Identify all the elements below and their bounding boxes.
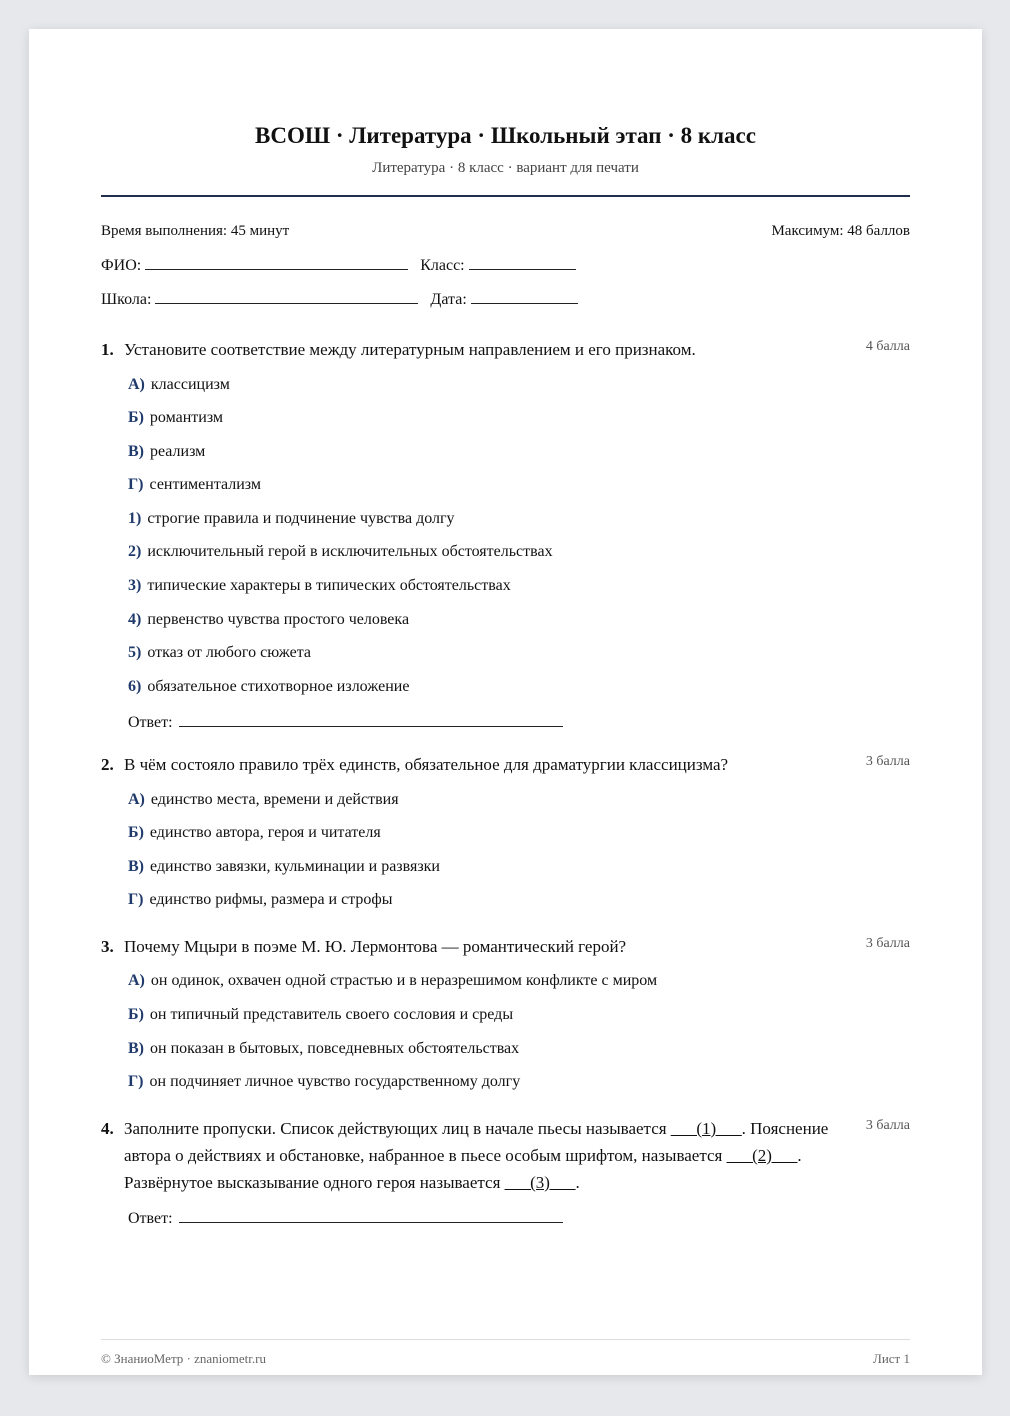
option	[128, 858, 440, 876]
question-points: 3 балла	[865, 1118, 910, 1133]
option-label: Г)	[128, 891, 144, 908]
option	[128, 1073, 520, 1091]
option	[128, 972, 657, 990]
option	[128, 791, 399, 809]
question-4	[101, 1115, 910, 1196]
blank-2: ___(2)___	[726, 1146, 798, 1165]
option-label: 1)	[128, 510, 142, 527]
page-subtitle: Литература · 8 класс · вариант для печати	[372, 160, 639, 176]
option-label: В)	[128, 443, 144, 460]
fio-field[interactable]	[145, 255, 408, 270]
header-divider	[101, 195, 910, 197]
option-text: исключительный герой в исключительных обстоятельствах	[147, 543, 553, 560]
question-header	[101, 751, 910, 778]
question-number: 3.	[101, 937, 114, 956]
option-label: 2)	[128, 543, 142, 560]
option	[128, 1040, 519, 1058]
option-text: сентиментализм	[149, 476, 262, 493]
option	[128, 409, 223, 427]
page-footer	[101, 1351, 910, 1367]
option-text: единство рифмы, размера и строфы	[149, 891, 393, 908]
question-points: 4 балла	[865, 339, 910, 354]
footer-copyright: © ЗнаниоМетр · znaniometr.ru	[101, 1351, 266, 1366]
exam-meta	[101, 223, 910, 240]
option-label: Б)	[128, 409, 144, 426]
blank-1: ___(1)___	[670, 1119, 742, 1138]
question-number: 4.	[101, 1119, 114, 1138]
question-text: Почему Мцыри в поэме М. Ю. Лермонтова — романтический герой?	[124, 937, 627, 956]
answer-label: Ответ:	[128, 714, 173, 731]
option-text: он одинок, охвачен одной страстью и в неразрешимом конфликте с миром	[150, 972, 658, 989]
option-text: типические характеры в типических обстоятельствах	[147, 577, 511, 594]
option-text: романтизм	[149, 409, 224, 426]
option-label: 5)	[128, 644, 142, 661]
option-label: 3)	[128, 577, 142, 594]
question-1	[101, 336, 910, 363]
question-header	[101, 336, 910, 363]
question-points: 3 балла	[865, 754, 910, 769]
option-text: реализм	[150, 443, 206, 460]
option-text: единство завязки, кульминации и развязки	[150, 858, 440, 875]
question-header	[101, 1115, 910, 1196]
option-text: единство автора, героя и читателя	[149, 824, 381, 841]
option-label: Б)	[128, 1006, 144, 1023]
option	[128, 891, 393, 909]
time-limit: Время выполнения: 45 минут	[101, 223, 290, 239]
worksheet-page	[29, 29, 982, 1375]
question-text: Установите соответствие между литературным направлением и его признаком.	[124, 340, 696, 359]
question-text-part: . Пояснение автора о действиях и обстановке, набранное в пьесе особым шрифтом, называется	[124, 1119, 829, 1165]
option	[128, 577, 511, 595]
answer-field[interactable]	[179, 712, 563, 727]
max-score: Максимум: 48 баллов	[771, 223, 910, 239]
question-points: 3 балла	[865, 936, 910, 951]
option	[128, 1006, 513, 1024]
question-number: 1.	[101, 340, 114, 359]
option-label: Г)	[128, 476, 144, 493]
option-text: он показан в бытовых, повседневных обстоятельствах	[150, 1040, 520, 1057]
option	[128, 476, 261, 494]
answer-field[interactable]	[179, 1208, 563, 1223]
school-field[interactable]	[155, 289, 418, 304]
option-text: первенство чувства простого человека	[147, 611, 410, 628]
question-text: В чём состояло правило трёх единств, обязательное для драматургии классицизма?	[124, 755, 729, 774]
option-text: он типичный представитель своего сословия и среды	[149, 1006, 514, 1023]
question-text-part: .	[575, 1173, 580, 1192]
school-date-row	[101, 289, 590, 309]
class-label: Класс:	[420, 257, 465, 274]
question-header	[101, 933, 910, 960]
date-label: Дата:	[430, 291, 467, 308]
option-label: 4)	[128, 611, 142, 628]
option	[128, 543, 553, 561]
fio-label: ФИО:	[101, 257, 142, 274]
option	[128, 824, 381, 842]
footer-divider	[101, 1339, 910, 1340]
option-text: строгие правила и подчинение чувства долгу	[147, 510, 455, 527]
option-label: В)	[128, 858, 144, 875]
blank-3: ___(3)___	[504, 1173, 576, 1192]
question-text-part: . Развёрнутое высказывание одного героя называется	[124, 1146, 802, 1192]
option-label: Б)	[128, 824, 144, 841]
date-field[interactable]	[471, 289, 578, 304]
answer-row	[128, 712, 575, 732]
question-3	[101, 933, 910, 960]
option-text: единство места, времени и действия	[150, 791, 399, 808]
option-text: отказ от любого сюжета	[147, 644, 311, 661]
option-label: 6)	[128, 678, 142, 695]
question-number: 2.	[101, 755, 114, 774]
option-label: Г)	[128, 1073, 144, 1090]
option	[128, 510, 455, 528]
page-title: ВСОШ · Литература · Школьный этап · 8 класс	[255, 123, 756, 148]
option-label: А)	[128, 791, 145, 808]
option-label: А)	[128, 376, 145, 393]
school-label: Школа:	[101, 291, 152, 308]
option	[128, 443, 205, 461]
option-label: А)	[128, 972, 145, 989]
page-number: Лист 1	[873, 1351, 910, 1366]
fio-class-row	[101, 255, 588, 275]
class-field[interactable]	[469, 255, 576, 270]
option	[128, 678, 409, 696]
option-label: В)	[128, 1040, 144, 1057]
option-text: классицизм	[150, 376, 230, 393]
question-2	[101, 751, 910, 778]
option	[128, 611, 409, 629]
option-text: обязательное стихотворное изложение	[147, 678, 410, 695]
question-text-part: Заполните пропуски. Список действующих лиц в начале пьесы называется	[124, 1119, 671, 1138]
option-text: он подчиняет личное чувство государственному долгу	[149, 1073, 521, 1090]
option	[128, 376, 230, 394]
answer-row	[128, 1208, 575, 1228]
answer-label: Ответ:	[128, 1210, 173, 1227]
option	[128, 644, 311, 662]
